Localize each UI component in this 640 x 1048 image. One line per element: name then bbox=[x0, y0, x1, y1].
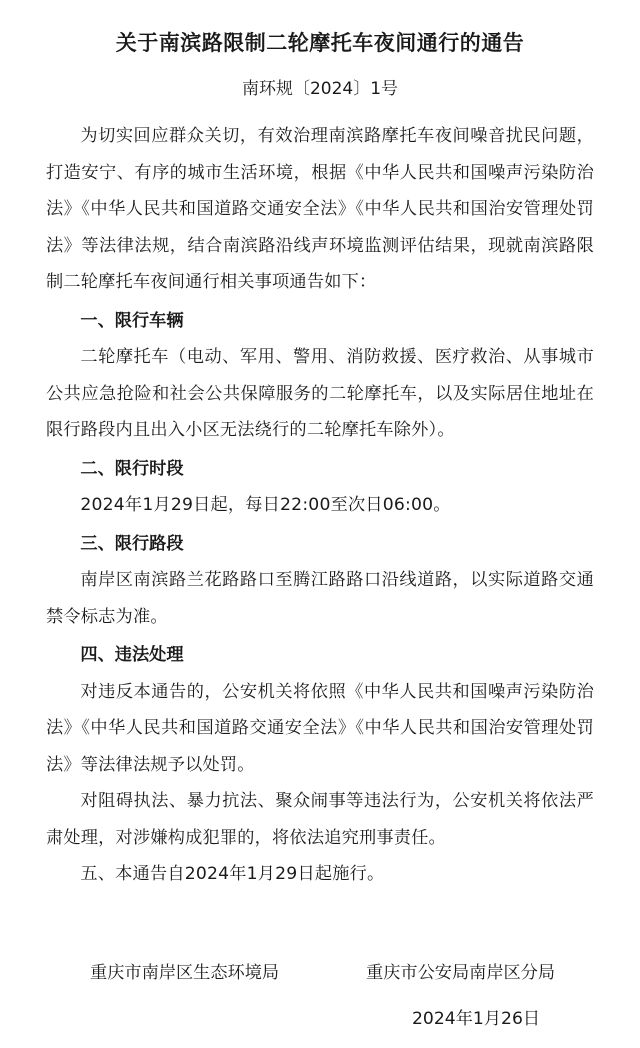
section-heading-penalty: 四、违法处理 bbox=[80, 645, 184, 665]
signature-environment-bureau: 重庆市南岸区生态环境局 bbox=[90, 963, 280, 983]
intro-paragraph: 为切实回应群众关切，有效治理南滨路摩托车夜间噪音扰民问题，打造安宁、有序的城市生活环境，根据《中华人民共和国噪声污染防治法》《中华人民共和国道路交通安全法》《中华人民共和国治安管理处罚法》等法律法规，结合南滨路沿线声环境监测评估结果，现就南滨路限制二轮摩托车夜间通行相关事项通告如下： bbox=[46, 126, 594, 292]
section-heading-vehicles: 一、限行车辆 bbox=[80, 310, 184, 331]
signature-police-branch: 重庆市公安局南岸区分局 bbox=[366, 963, 556, 983]
document-number: 南环规〔2024〕1号 bbox=[241, 79, 399, 99]
section-paragraph-period: 2024年1月29日起，每日22:00至次日06:00。 bbox=[80, 495, 451, 515]
section-heading-road: 三、限行路段 bbox=[80, 533, 184, 554]
document-title: 关于南滨路限制二轮摩托车夜间通行的通告 bbox=[115, 31, 525, 55]
section-paragraph-road: 南岸区南滨路兰花路路口至腾江路路口沿线道路，以实际道路交通禁令标志为准。 bbox=[46, 570, 594, 627]
section-paragraph-penalty-2: 对阻碍执法、暴力抗法、聚众闹事等违法行为，公安机关将依法严肃处理，对涉嫌构成犯罪的，将依法追究刑事责任。 bbox=[46, 791, 594, 848]
closing-paragraph: 五、本通告自2024年1月29日起施行。 bbox=[80, 864, 385, 884]
signature-date: 2024年1月26日 bbox=[412, 1009, 541, 1029]
section-paragraph-vehicles: 二轮摩托车（电动、军用、警用、消防救援、医疗救治、从事城市公共应急抢险和社会公共保障服务的二轮摩托车，以及实际居住地址在限行路段内且出入小区无法绕行的二轮摩托车除外）。 bbox=[46, 347, 594, 440]
section-heading-period: 二、限行时段 bbox=[80, 458, 184, 479]
section-paragraph-penalty-1: 对违反本通告的，公安机关将依照《中华人民共和国噪声污染防治法》《中华人民共和国道路交通安全法》《中华人民共和国治安管理处罚法》等法律法规予以处罚。 bbox=[46, 681, 594, 775]
document-body bbox=[46, 118, 594, 893]
